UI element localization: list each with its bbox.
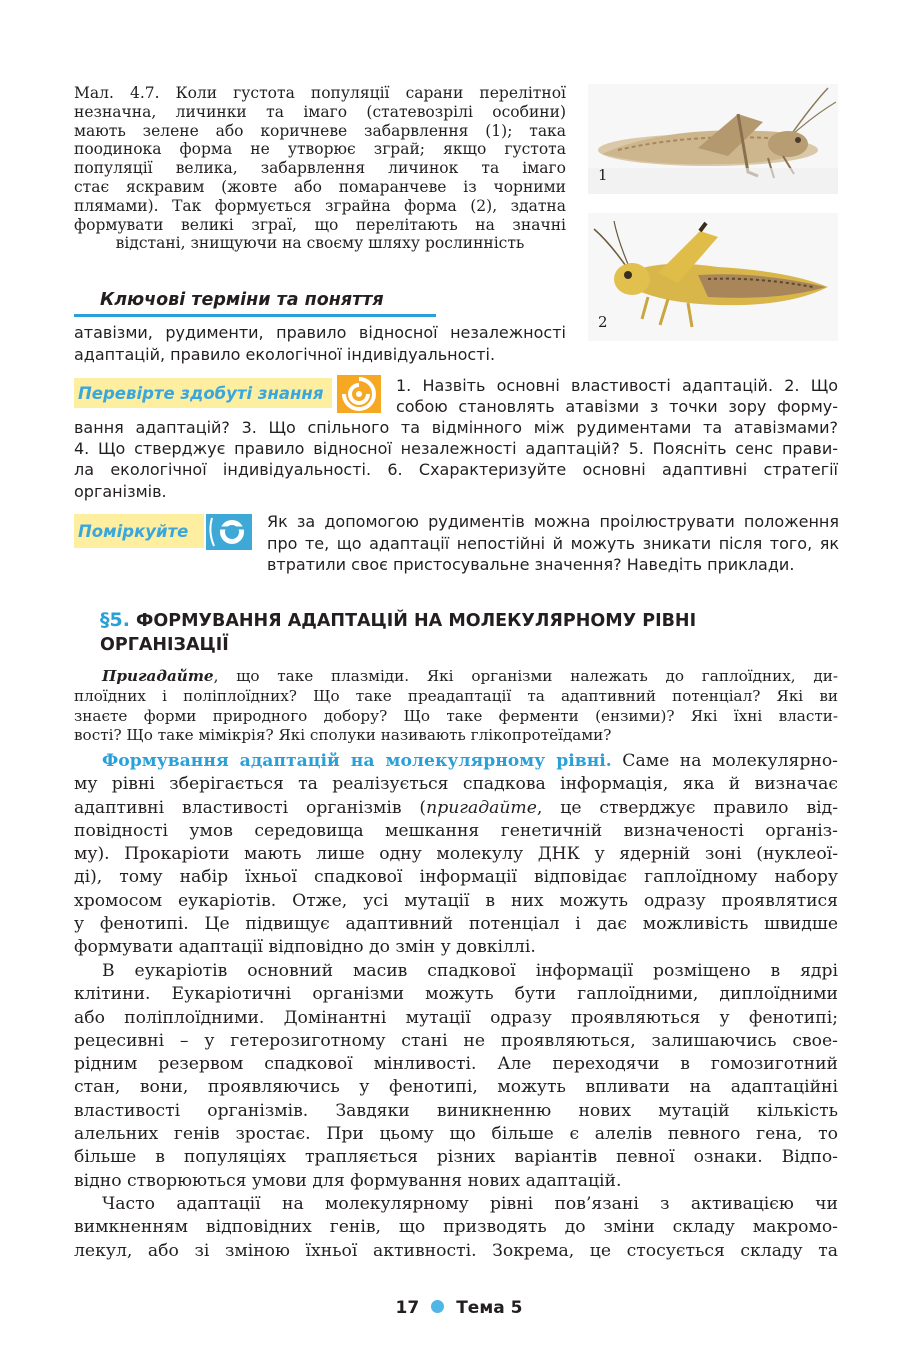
key-terms-line: адаптацій, правило екологічної індивідуальності. bbox=[74, 345, 496, 364]
caption-line: формувати великі зграї, що перелітають на значні bbox=[74, 215, 566, 234]
paragraph-line: властивості організмів. Завдяки виникненню нових мутацій кількість bbox=[74, 1100, 838, 1121]
caption-line: плямами). Так формується зграйна форма (2), здатна bbox=[74, 196, 566, 215]
spiral-icon bbox=[337, 375, 381, 413]
paragraph-2 bbox=[74, 960, 838, 1193]
paragraph-line: рецесивні – у гетерозиготному стані не проявляються, залишаючись свое- bbox=[74, 1030, 838, 1051]
recall-lead: Пригадайте bbox=[102, 667, 214, 685]
paragraph-line: стан, вони, проявляючись у фенотипі, можуть впливати на адаптаційні bbox=[74, 1077, 838, 1098]
paragraph-line: Часто адаптації на молекулярному рівні пов’язані з активацією чи bbox=[102, 1194, 838, 1214]
question-line: собою становлять атавізми з точки зору форму- bbox=[396, 397, 838, 416]
check-questions-rest bbox=[74, 417, 838, 502]
paragraph-line: більше в популяціях трапляється різних варіантів певної ознаки. Відпо- bbox=[74, 1147, 838, 1168]
locust-photo-gregarious bbox=[588, 213, 838, 341]
caption-line: поодинока форма не утворює зграй; якщо густота bbox=[74, 140, 566, 159]
photo-number: 1 bbox=[598, 166, 608, 184]
recall-line: Пригадайте, що таке плазміди. Які організми належать до гаплоїдних, ди- bbox=[102, 667, 838, 685]
key-terms-underline bbox=[74, 314, 436, 317]
section-number: §5. bbox=[100, 609, 130, 631]
section-title bbox=[100, 608, 820, 657]
question-line: організмів. bbox=[74, 481, 167, 501]
recall-line: знаєте форми природного добору? Що таке ферменти (ензими)? Які їхні власти- bbox=[74, 706, 838, 725]
paragraph-line: формувати адаптації відповідно до змін у довкіллі. bbox=[74, 937, 536, 958]
paragraph-heading: Формування адаптацій на молекулярному рівні. bbox=[102, 751, 612, 771]
check-questions-first bbox=[396, 375, 838, 417]
recall-line: плоїдних і поліплоїдних? Що таке преадаптації та адаптивний потенціал? Які ви bbox=[74, 686, 838, 705]
page-footer bbox=[0, 1298, 918, 1318]
paragraph-line: В еукаріотів основний масив спадкової інформації розміщено в ядрі bbox=[102, 961, 838, 981]
figure-caption bbox=[74, 84, 566, 253]
topic-label: Тема 5 bbox=[456, 1298, 523, 1318]
paragraph-line: адаптивні властивості організмів (пригадайте, це стверджує правило від- bbox=[74, 797, 839, 818]
caption-line: популяції велика, забарвлення личинок та імаго bbox=[74, 159, 566, 178]
caption-line: мають зелене або коричневе забарвлення (1); така bbox=[74, 121, 566, 140]
paragraph-line: хромосом еукаріотів. Отже, усі мутації в них можуть одразу проявлятися bbox=[74, 890, 838, 911]
paragraph-line: му рівні зберігається та реалізується спадкова інформація, яка й визначає bbox=[74, 774, 838, 795]
question-line: 1. Назвіть основні властивості адаптацій. 2. Що bbox=[396, 376, 838, 395]
question-line: ла екологічної індивідуальності. 6. Схарактеризуйте основні адаптивні стратегії bbox=[74, 460, 838, 480]
caption-line: стає яскравим (жовте або помаранчеве із чорними bbox=[74, 177, 566, 196]
paragraph-line: вимкненням відповідних генів, що призводять до зміни складу макромо- bbox=[74, 1217, 838, 1238]
paragraph-line: му). Прокаріоти мають лише одну молекулу ДНК у ядерній зоні (нуклеої- bbox=[74, 844, 838, 865]
paragraph-line: Формування адаптацій на молекулярному рівні. Саме на молекулярно- bbox=[102, 751, 838, 771]
locust-photo-solitary bbox=[588, 84, 838, 194]
locust-gregarious-illustration bbox=[588, 213, 838, 341]
key-terms-title: Ключові терміни та поняття bbox=[100, 290, 384, 310]
think-icon bbox=[206, 514, 252, 550]
page-number: 17 bbox=[395, 1298, 420, 1318]
question-line: 4. Що стверджує правило відносної незалежності адаптацій? 5. Поясніть сенс прави- bbox=[74, 439, 838, 459]
paragraph-line: рідним резервом спадкової мінливості. Але переходячи в гомозиготний bbox=[74, 1054, 838, 1075]
paragraph-line: у фенотипі. Це підвищує адаптивний потенціал і дає можливість швидше bbox=[74, 914, 838, 935]
paragraph-line: лекул, або зі зміною їхньої активності. Зокрема, це стосується складу та bbox=[74, 1240, 838, 1261]
paragraph-line: відно створюються умови для формування нових адаптацій. bbox=[74, 1170, 622, 1191]
bullet-dot-icon bbox=[431, 1300, 444, 1313]
paragraph-1 bbox=[74, 750, 838, 960]
recall-block bbox=[74, 667, 838, 746]
think-line: Як за допомогою рудиментів можна проілюструвати положення bbox=[267, 512, 839, 531]
think-line: про те, що адаптації непостійні й можуть зникати після того, як bbox=[267, 533, 839, 553]
key-terms-line: атавізми, рудименти, правило відносної незалежності bbox=[74, 323, 566, 342]
section-title-line2: ОРГАНІЗАЦІЇ bbox=[100, 635, 229, 655]
paragraph-line: клітини. Еукаріотичні організми можуть бути гаплоїдними, диплоїдними bbox=[74, 984, 838, 1005]
paragraph-line: ді), тому набір їхньої спадкової інформації відповідає гаплоїдному набору bbox=[74, 867, 838, 888]
photo-number: 2 bbox=[598, 313, 608, 331]
caption-line: відстані, знищуючи на своєму шляху рослинність bbox=[115, 234, 525, 253]
recall-line: вості? Що таке мімікрія? Які сполуки називають глікопротеїдами? bbox=[74, 726, 612, 745]
check-knowledge-badge bbox=[74, 378, 332, 408]
paragraph-line: алельних генів зростає. При цьому що більше є алелів певного гена, то bbox=[74, 1124, 838, 1145]
check-knowledge-label: Перевірте здобуті знання bbox=[78, 383, 324, 403]
key-terms-text bbox=[74, 322, 566, 366]
paragraph-line: або поліплоїдними. Домінантні мутації одразу проявляються у фенотипі; bbox=[74, 1007, 838, 1028]
caption-line: незначна, личинки та імаго (статевозрілі особини) bbox=[74, 102, 566, 121]
think-text bbox=[267, 511, 839, 576]
paragraph-3 bbox=[74, 1193, 838, 1263]
section-title-line1: ФОРМУВАННЯ АДАПТАЦІЙ НА МОЛЕКУЛЯРНОМУ РІВНІ bbox=[136, 611, 697, 631]
caption-line: Мал. 4.7. Коли густота популяції сарани перелітної bbox=[74, 84, 566, 102]
think-label: Поміркуйте bbox=[78, 521, 189, 541]
think-badge bbox=[74, 514, 204, 548]
paragraph-line: повідності умов середовища мешкання генетичній визначеності організ- bbox=[74, 820, 838, 841]
think-line: втратили своє пристосувальне значення? Наведіть приклади. bbox=[267, 555, 795, 574]
question-line: вання адаптацій? 3. Що спільного та відмінного між рудиментами та атавізмами? bbox=[74, 418, 838, 437]
locust-solitary-illustration bbox=[588, 84, 838, 194]
